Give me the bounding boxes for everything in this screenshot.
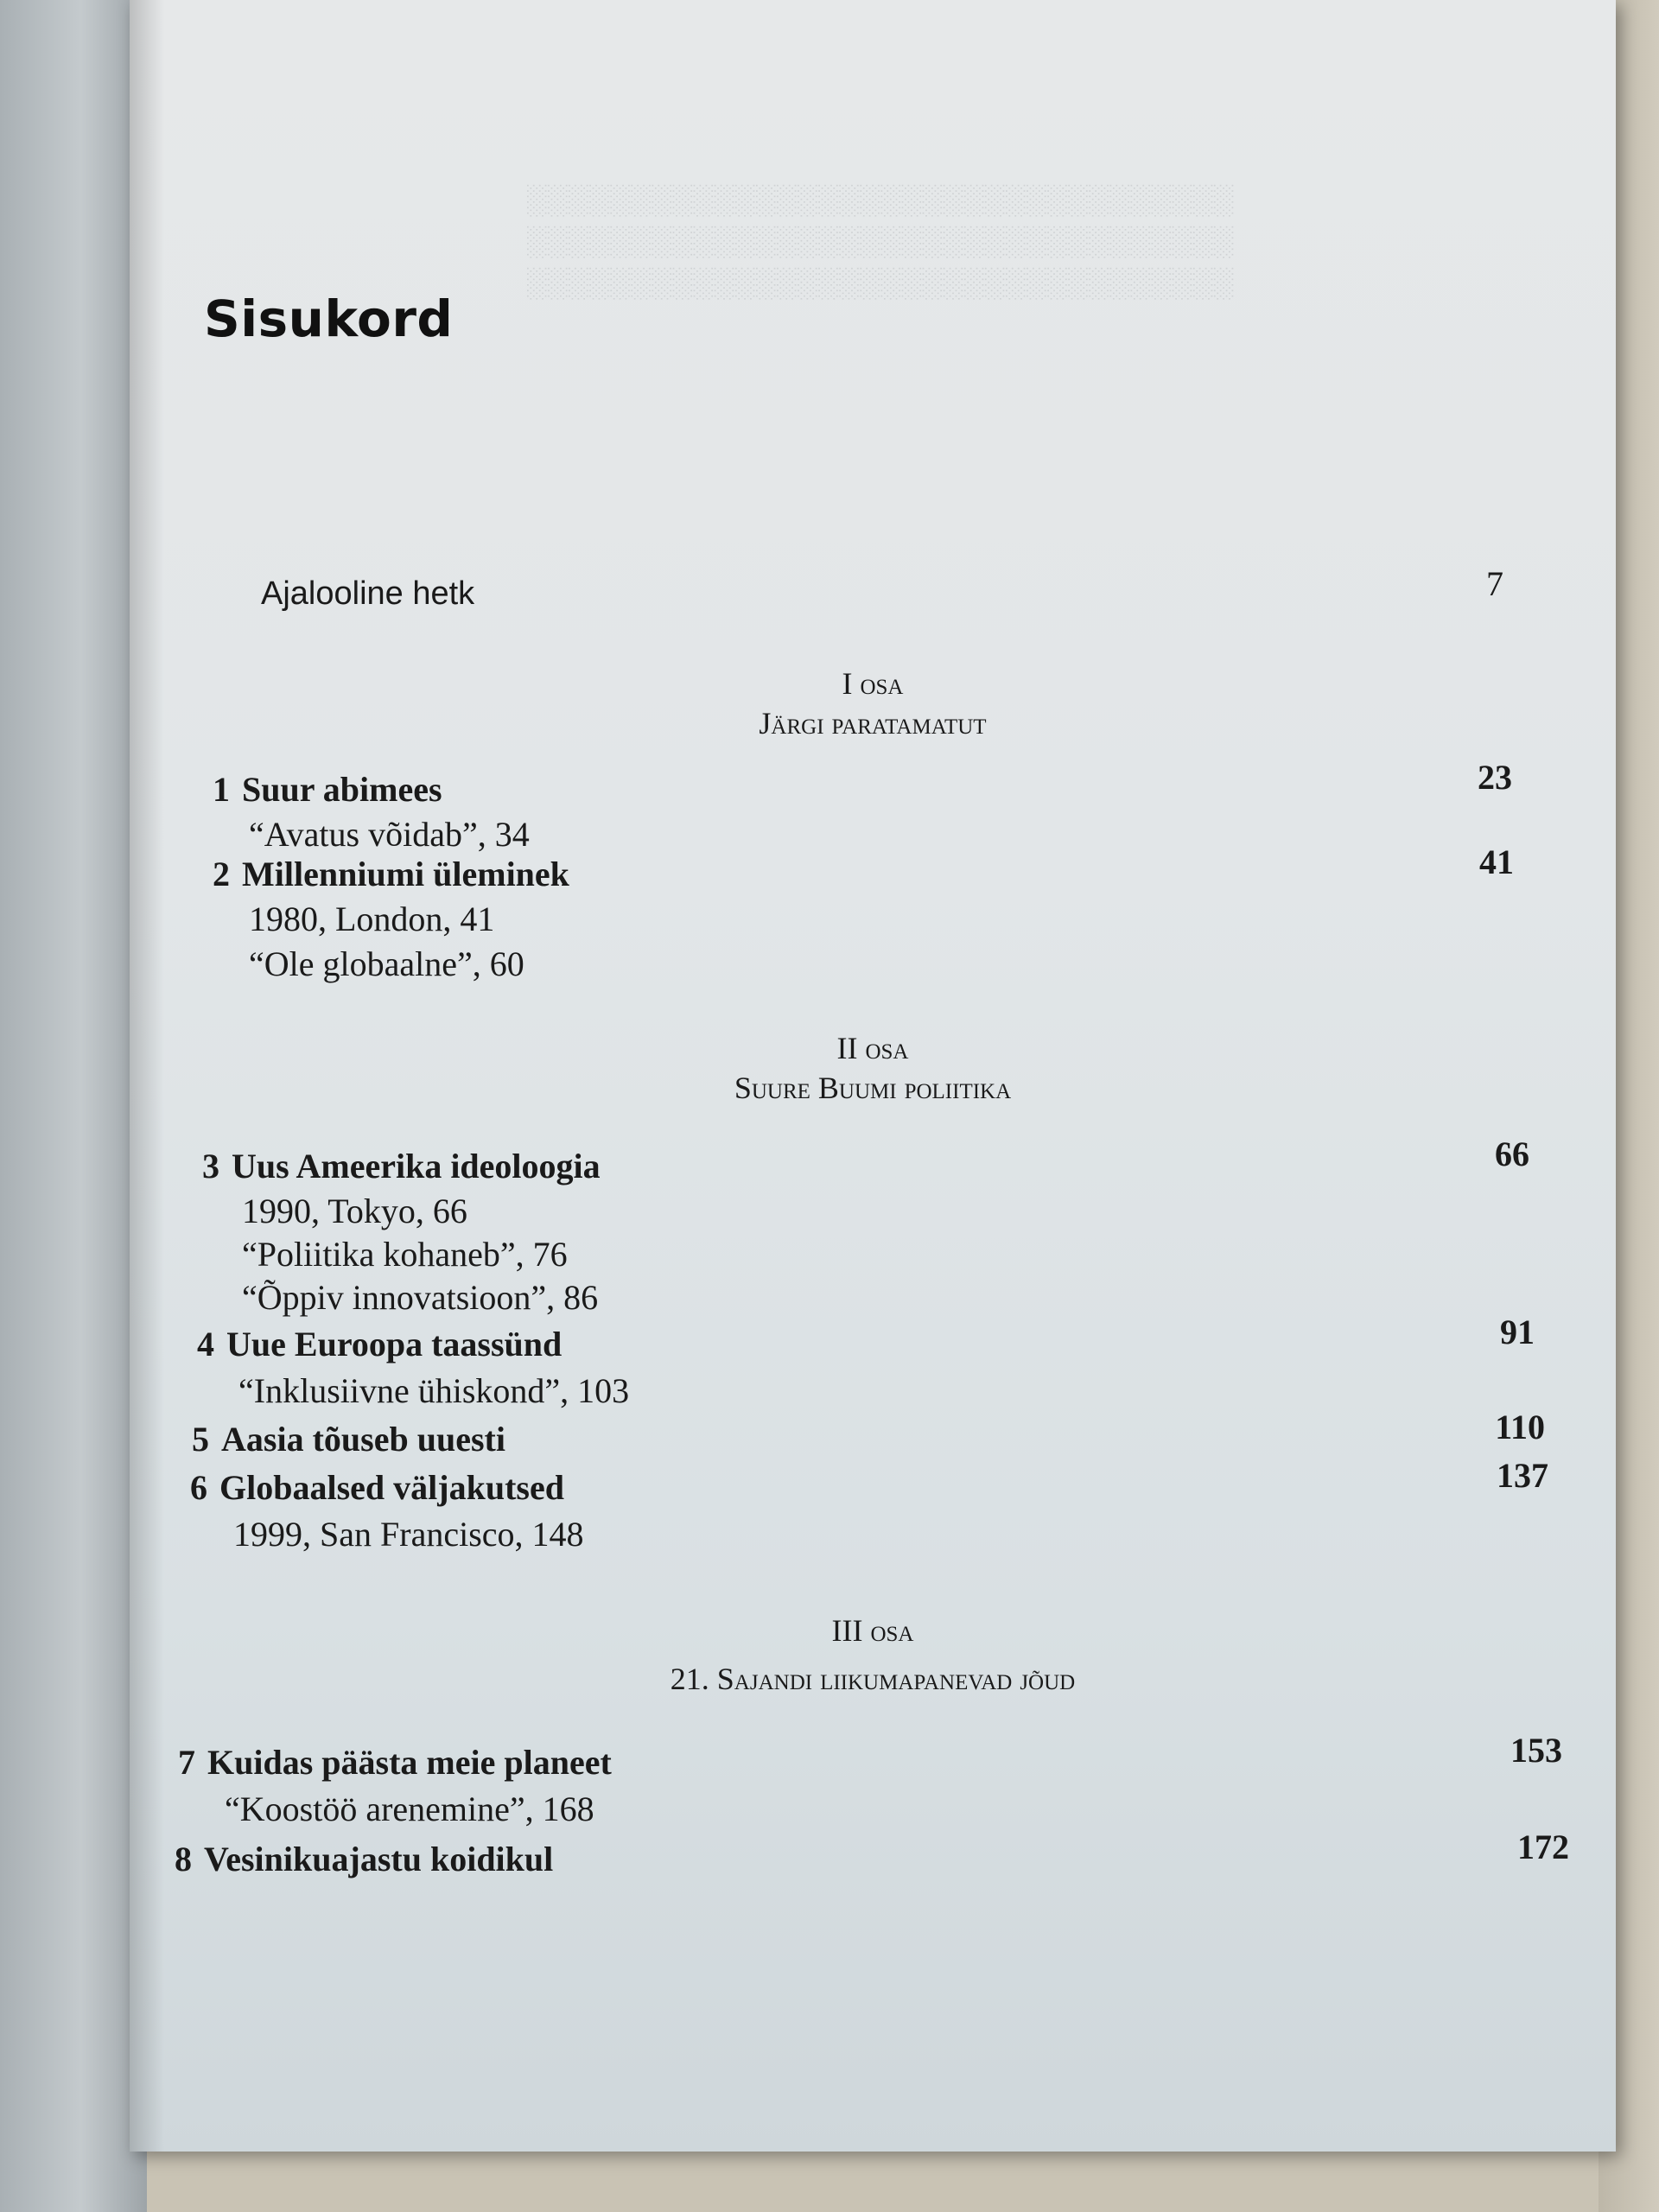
part-3-title: 21. Sajandi liikumapanevad jõud	[670, 1662, 1076, 1696]
chapter-number: 5	[192, 1420, 209, 1459]
chapter-number: 8	[175, 1840, 192, 1878]
chapter-2-sub-1: 1980, London, 41	[249, 899, 495, 938]
chapter-number: 6	[190, 1468, 207, 1507]
page-title: Sisukord	[204, 289, 454, 348]
chapter-title: Globaalsed väljakutsed	[219, 1468, 564, 1507]
chapter-2	[213, 854, 569, 894]
chapter-1-sub-1: “Avatus võidab”, 34	[249, 815, 530, 854]
chapter-7-sub-1: “Koostöö arenemine”, 168	[225, 1789, 594, 1828]
part-3-number: III osa	[831, 1613, 914, 1648]
chapter-4-sub-1: “Inklusiivne ühiskond”, 103	[238, 1371, 630, 1410]
chapter-title: Uus Ameerika ideoloogia	[232, 1147, 601, 1185]
chapter-8	[175, 1839, 553, 1879]
chapter-2-page: 41	[1479, 842, 1514, 881]
chapter-title: Aasia tõuseb uuesti	[221, 1420, 505, 1459]
chapter-title: Kuidas päästa meie planeet	[207, 1743, 612, 1782]
chapter-4-page: 91	[1500, 1313, 1535, 1351]
chapter-3-sub-2: “Poliitika kohaneb”, 76	[242, 1235, 568, 1274]
part-2-number: II osa	[836, 1031, 909, 1065]
chapter-6-sub-1: 1999, San Francisco, 148	[233, 1515, 584, 1554]
chapter-title: Vesinikuajastu koidikul	[204, 1840, 554, 1878]
chapter-7	[178, 1742, 612, 1783]
chapter-2-sub-2: “Ole globaalne”, 60	[249, 944, 524, 983]
chapter-8-page: 172	[1517, 1827, 1569, 1866]
chapter-title: Millenniumi üleminek	[242, 855, 569, 893]
chapter-1-page: 23	[1478, 758, 1512, 797]
chapter-number: 7	[178, 1743, 195, 1782]
intro-entry: Ajalooline hetk	[261, 575, 475, 612]
chapter-5	[192, 1419, 505, 1459]
chapter-5-page: 110	[1495, 1408, 1545, 1446]
chapter-3-page: 66	[1495, 1135, 1529, 1173]
chapter-title: Suur abimees	[242, 770, 442, 809]
chapter-number: 1	[213, 770, 230, 809]
chapter-6-page: 137	[1497, 1456, 1548, 1495]
part-1-title: Järgi paratamatut	[759, 706, 987, 741]
intro-page-number: 7	[1486, 564, 1503, 603]
part-2-title: Suure Buumi poliitika	[734, 1071, 1012, 1105]
chapter-7-page: 153	[1510, 1731, 1562, 1770]
book-page	[130, 0, 1616, 2152]
chapter-number: 2	[213, 855, 230, 893]
chapter-number: 4	[197, 1325, 214, 1363]
chapter-4	[197, 1324, 562, 1364]
part-1-number: I osa	[842, 666, 904, 701]
chapter-title: Uue Euroopa taassünd	[226, 1325, 563, 1363]
chapter-3	[202, 1146, 601, 1186]
chapter-3-sub-1: 1990, Tokyo, 66	[242, 1192, 467, 1230]
show-through-texture: ░░░░░░░░░░░░░░░░░░░░░░░░░░░░░░░░░░ ░░░░░░░░░░░░░░░░░░░░░░░░░░░░░░░░░░ ░░░░░░░░░░░░░░░░░░░░░░░░░░░░░░░░░░	[527, 184, 1236, 299]
chapter-6	[190, 1467, 564, 1508]
chapter-3-sub-3: “Õppiv innovatsioon”, 86	[242, 1278, 599, 1317]
chapter-1	[213, 769, 442, 810]
facing-page-edge	[0, 0, 147, 2212]
chapter-number: 3	[202, 1147, 219, 1185]
